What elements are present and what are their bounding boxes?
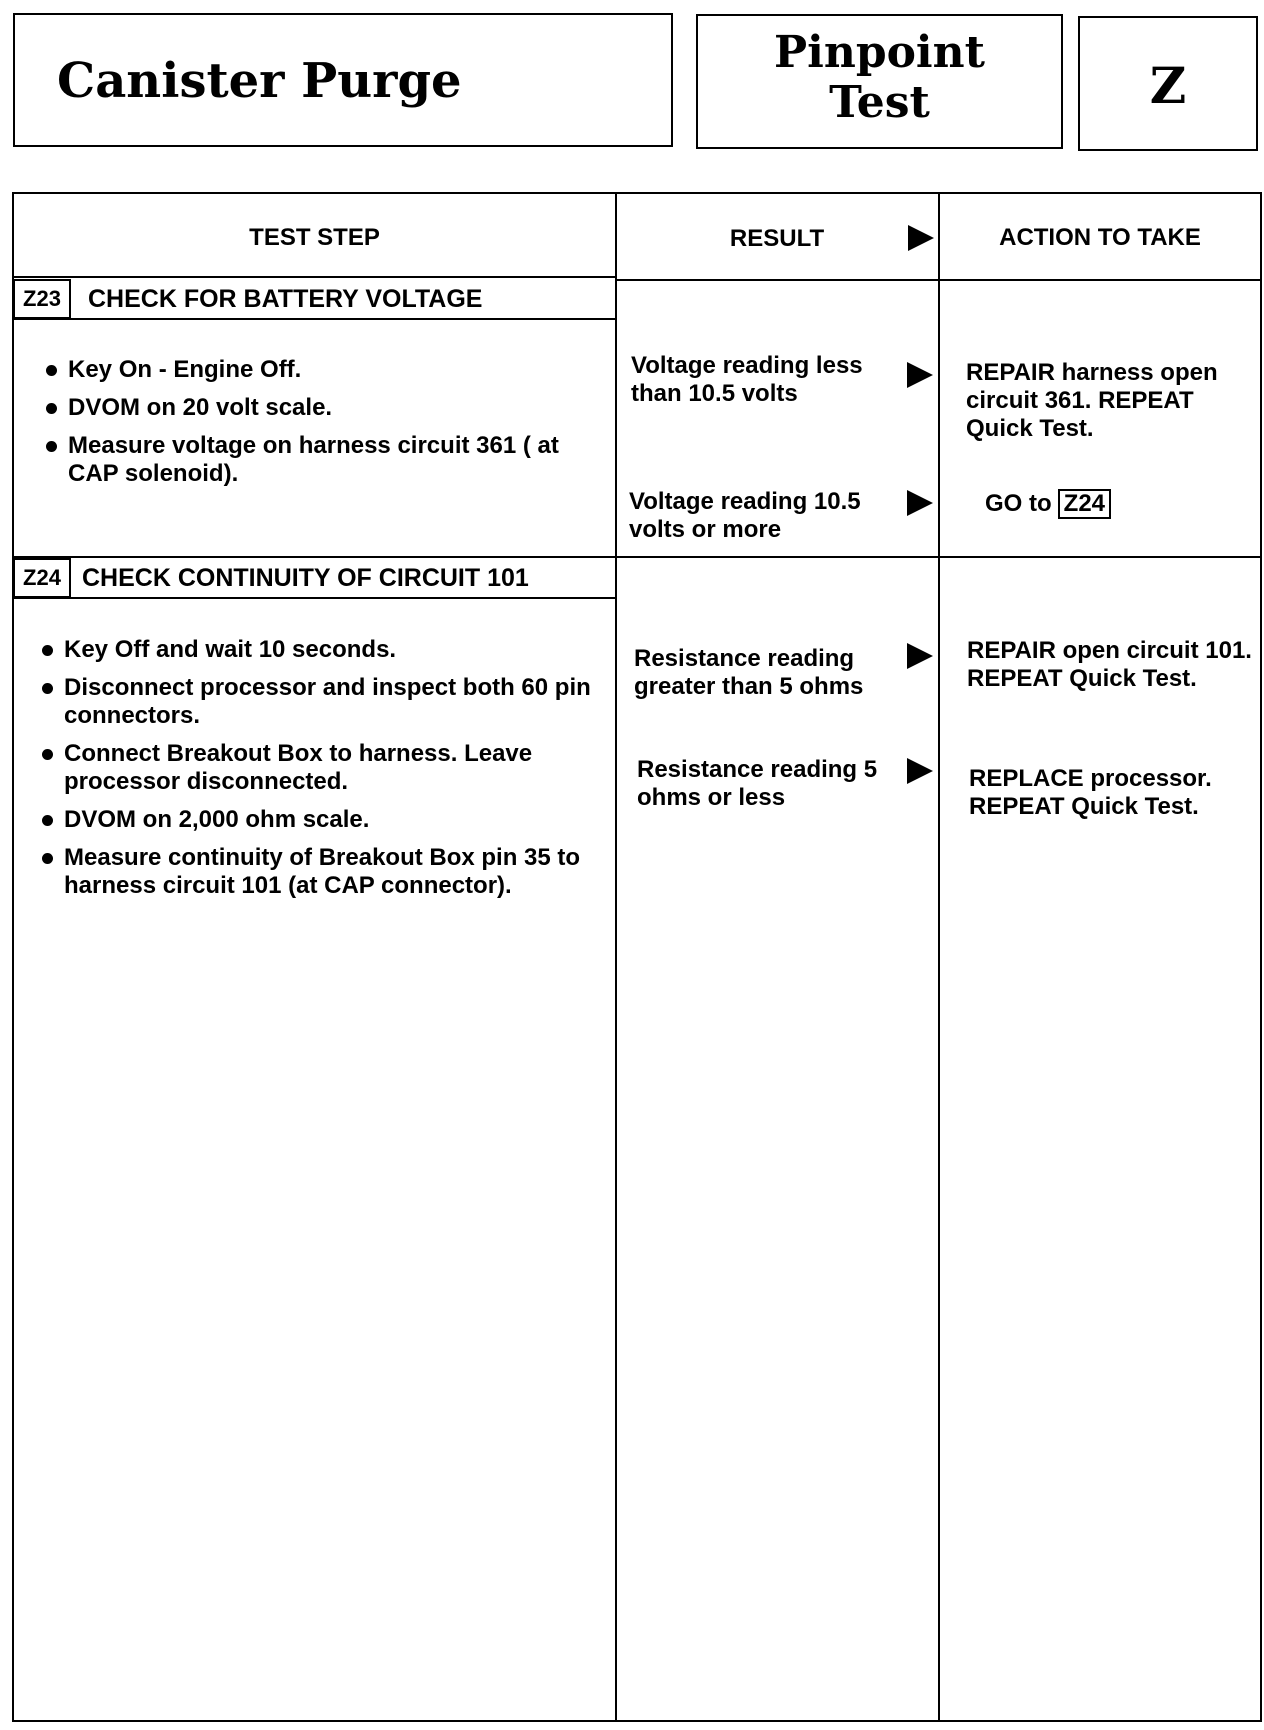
step-title-z23: CHECK FOR BATTERY VOLTAGE <box>88 285 483 313</box>
step-title-z24: CHECK CONTINUITY OF CIRCUIT 101 <box>82 564 529 592</box>
action-z24-2: REPLACE processor. REPEAT Quick Test. <box>969 765 1212 820</box>
pinpoint-line2: Test <box>829 77 930 128</box>
result-z24-1: Resistance reading greater than 5 ohms <box>634 645 864 700</box>
goto-step-ref: Z24 <box>1058 489 1111 519</box>
pinpoint-box <box>696 14 1063 149</box>
goto-label: GO to <box>985 490 1052 517</box>
step-id-z24: Z24 <box>13 558 71 598</box>
step-title-rule-z23 <box>13 318 615 320</box>
list-item: DVOM on 20 volt scale. <box>42 394 607 422</box>
test-letter-box <box>1078 16 1258 151</box>
test-letter: Z <box>1149 56 1187 115</box>
pinpoint-line1: Pinpoint <box>774 27 985 78</box>
list-item: Disconnect processor and inspect both 60 pin connectors. <box>38 674 608 730</box>
page-title: Canister Purge <box>57 53 462 109</box>
step-bullets-z24 <box>38 636 608 910</box>
result-arrow-icon <box>907 643 933 669</box>
bullet-icon <box>42 683 53 694</box>
step-title-rule-z24 <box>13 597 615 599</box>
list-item: Connect Breakout Box to harness. Leave processor disconnected. <box>38 740 608 796</box>
list-item: Key On - Engine Off. <box>42 356 607 384</box>
column-divider-2 <box>938 194 940 1722</box>
column-header-test-step: TEST STEP <box>249 224 380 251</box>
step-id-z23: Z23 <box>13 279 71 319</box>
result-z23-2: Voltage reading 10.5 volts or more <box>629 488 861 543</box>
action-z24-1: REPAIR open circuit 101. REPEAT Quick Test. <box>967 637 1252 692</box>
column-header-action: ACTION TO TAKE <box>999 224 1201 251</box>
bullet-icon <box>46 365 57 376</box>
step-separator <box>13 556 1262 558</box>
bullet-icon <box>42 749 53 760</box>
action-z23-1: REPAIR harness open circuit 361. REPEAT Quick Test. <box>966 359 1218 442</box>
result-z24-2: Resistance reading 5 ohms or less <box>637 756 878 811</box>
result-header-arrow-icon <box>908 225 934 251</box>
result-arrow-icon <box>907 758 933 784</box>
title-box <box>13 13 673 147</box>
result-arrow-icon <box>907 490 933 516</box>
result-arrow-icon <box>907 362 933 388</box>
list-item: DVOM on 2,000 ohm scale. <box>38 806 608 834</box>
bullet-icon <box>42 645 53 656</box>
list-item: Key Off and wait 10 seconds. <box>38 636 608 664</box>
step-bullets-z23 <box>42 356 607 498</box>
bullet-icon <box>46 441 57 452</box>
result-z23-1: Voltage reading less than 10.5 volts <box>631 352 863 407</box>
bullet-icon <box>42 853 53 864</box>
header-rule-result-action <box>617 279 1262 281</box>
column-divider-1 <box>615 194 617 1722</box>
list-item: Measure continuity of Breakout Box pin 35 to harness circuit 101 (at CAP connector). <box>38 844 608 900</box>
header-rule-teststep <box>13 276 615 278</box>
list-item: Measure voltage on harness circuit 361 ( at CAP solenoid). <box>42 432 607 488</box>
bullet-icon <box>42 815 53 826</box>
column-header-result: RESULT <box>729 225 825 252</box>
pinpoint-label <box>698 28 1061 128</box>
action-z23-2 <box>985 489 1111 519</box>
bullet-icon <box>46 403 57 414</box>
